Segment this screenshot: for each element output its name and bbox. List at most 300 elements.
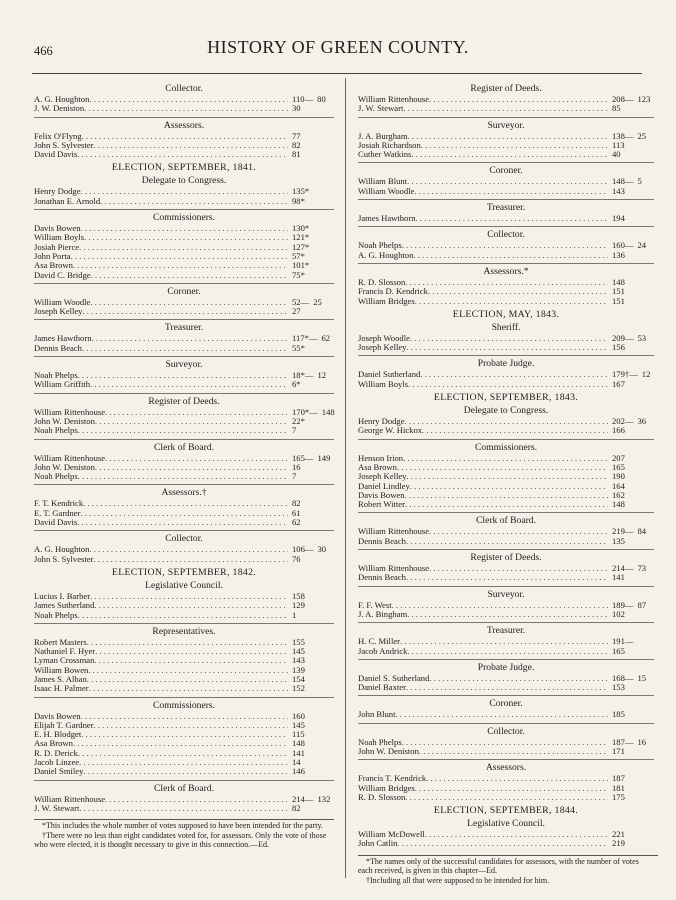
votes: 62: [292, 517, 301, 528]
votes: 154: [292, 673, 305, 684]
candidate-row: [34, 463, 334, 472]
dot-leader: [73, 261, 288, 270]
candidate-name: John W. Deniston: [34, 415, 95, 426]
dot-leader: [410, 334, 608, 343]
vote-count: [288, 197, 334, 206]
office-heading: Clerk of Board.: [476, 515, 536, 527]
dot-leader: [93, 141, 288, 150]
candidate-name: David Davis: [34, 149, 78, 160]
votes: 130*: [292, 223, 310, 234]
votes: 190: [612, 471, 625, 482]
candidate-name: Jonathan E. Arnold: [34, 195, 101, 206]
dot-leader: [89, 684, 288, 693]
votes: 148: [612, 276, 625, 287]
dot-leader: [395, 710, 608, 719]
office-block: [34, 567, 334, 620]
office-heading: Register of Deeds.: [470, 83, 542, 94]
office-block: [358, 309, 654, 353]
dot-leader: [95, 463, 288, 472]
office-block: [358, 622, 654, 656]
election-heading: ELECTION, SEPTEMBER, 1842.: [111, 566, 257, 578]
votes: 165: [612, 461, 625, 472]
candidate-name: William Woodle: [34, 296, 91, 307]
vote-count: [288, 684, 334, 693]
office-heading: Treasurer.: [486, 625, 526, 637]
dot-leader: [90, 592, 288, 601]
majority: 87: [637, 599, 647, 610]
votes: 160—: [612, 240, 634, 251]
candidate-row: [34, 344, 334, 353]
dot-leader: [403, 104, 608, 113]
candidate-name: Cuther Watkins: [358, 149, 412, 160]
dot-leader: [411, 150, 608, 159]
candidate-name: J. A. Bingham: [358, 608, 408, 619]
candidate-name: J. W. Stewart: [34, 802, 80, 813]
candidate-name: William Boyls: [358, 378, 409, 389]
office-heading: Representatives.: [152, 625, 216, 637]
candidate-name: Noah Phelps: [34, 471, 78, 482]
vote-count: [608, 710, 654, 719]
vote-count: [608, 793, 654, 802]
dot-leader: [402, 241, 608, 250]
candidate-name: A. G. Houghton: [34, 94, 90, 104]
candidate-row: [34, 509, 334, 518]
votes: 30: [292, 103, 301, 114]
office-block: [358, 659, 654, 693]
candidate-row: [34, 795, 334, 804]
candidate-name: John S. Sylvester: [34, 553, 94, 564]
candidate-row: [34, 104, 334, 113]
vote-count: [288, 767, 334, 776]
votes: 135: [612, 535, 625, 546]
candidate-name: Francis D. Kendrick: [358, 286, 428, 297]
votes: 194: [612, 213, 625, 224]
candidate-row: [34, 611, 334, 620]
majority: 80: [317, 94, 326, 104]
candidate-row: [34, 233, 334, 242]
candidate-name: William McDowell: [358, 829, 425, 840]
candidate-name: Joseph Woodle: [358, 332, 410, 343]
candidate-name: J. W. Stewart: [358, 103, 404, 114]
candidate-row: [34, 804, 334, 813]
candidate-name: William Bridges: [358, 782, 415, 793]
candidate-name: Josiah Richardson: [358, 139, 421, 150]
office-heading: Assessors.*: [483, 265, 529, 277]
dot-leader: [426, 774, 608, 783]
candidate-name: F. F. West: [358, 599, 392, 610]
candidate-row: [34, 150, 334, 159]
vote-count: [288, 150, 334, 159]
office-block: [358, 117, 654, 160]
candidate-name: James Sutherland: [34, 600, 95, 611]
votes: 179†—: [612, 369, 638, 380]
dot-leader: [83, 499, 288, 508]
dot-leader: [405, 491, 608, 500]
dot-leader: [415, 784, 608, 793]
candidate-name: William Rittenhouse: [34, 452, 106, 463]
majority: 24: [637, 240, 647, 251]
votes: 151: [612, 295, 625, 306]
office-block: [358, 83, 654, 114]
candidate-name: James Hawthorn: [358, 213, 416, 224]
dot-leader: [425, 830, 608, 839]
candidate-name: Lucius I. Barber: [34, 590, 91, 601]
dot-leader: [89, 95, 288, 104]
dot-leader: [71, 252, 288, 261]
footnote-rule: [34, 819, 334, 820]
votes: 98*: [292, 195, 305, 206]
candidate-row: [34, 307, 334, 316]
office-heading: Probate Judge.: [477, 358, 535, 370]
votes: 115: [292, 729, 305, 740]
dot-leader: [94, 656, 288, 665]
vote-count: [288, 611, 334, 620]
candidate-row: [34, 730, 334, 739]
office-block: [358, 549, 654, 583]
candidate-name: Henson Irion: [358, 452, 404, 463]
candidate-name: David C. Bridge: [34, 269, 91, 280]
dot-leader: [80, 509, 288, 518]
majority: 12: [641, 369, 651, 380]
right-tables: [358, 83, 654, 849]
office-block: [34, 439, 334, 482]
candidate-name: R. D. Slosson: [358, 276, 406, 287]
office-block: [34, 530, 334, 564]
votes: 102: [612, 608, 625, 619]
page-title: HISTORY OF GREEN COUNTY.: [207, 37, 469, 57]
office-heading: Assessors.†: [161, 487, 207, 499]
dot-leader: [405, 278, 608, 287]
office-block: [34, 623, 334, 694]
votes: 22*: [292, 415, 305, 426]
dot-leader: [105, 454, 288, 463]
majority: 25: [637, 130, 647, 141]
votes: 145: [292, 646, 305, 657]
footnote: †Including all that were supposed to be intended for him.: [366, 875, 550, 885]
votes: 141: [612, 572, 625, 583]
office-block: [358, 759, 654, 802]
votes: 1: [292, 609, 297, 620]
vote-count: [608, 104, 654, 113]
votes: 7: [292, 425, 297, 436]
votes: 6*: [292, 379, 301, 390]
candidate-name: William Rittenhouse: [34, 793, 106, 804]
votes: 143: [612, 185, 625, 196]
dot-leader: [92, 334, 288, 343]
majority: 5: [637, 176, 642, 187]
votes: 219—: [612, 526, 634, 537]
office-heading: Clerk of Board.: [154, 441, 214, 453]
candidate-row: [34, 426, 334, 435]
candidate-name: John W. Deniston: [34, 461, 95, 472]
votes: 55*: [292, 342, 305, 353]
dot-leader: [90, 298, 288, 307]
dot-leader: [94, 721, 288, 730]
left-column: [34, 80, 334, 850]
candidate-row: [358, 839, 654, 848]
votes: 14: [292, 757, 301, 768]
majority: 73: [637, 563, 647, 574]
candidate-name: Dennis Beach: [358, 535, 406, 546]
dot-leader: [95, 647, 288, 656]
votes: 160: [292, 710, 305, 721]
majority: 16: [637, 736, 647, 747]
dot-leader: [78, 611, 288, 620]
vote-count: [288, 344, 334, 353]
candidate-row: [34, 417, 334, 426]
votes: 165—: [292, 452, 314, 463]
dot-leader: [408, 380, 608, 389]
dot-leader: [402, 738, 608, 747]
candidate-name: J. W. Deniston: [34, 103, 85, 114]
dot-leader: [429, 564, 608, 573]
vote-count: [608, 343, 654, 352]
left-tables: [34, 83, 334, 813]
vote-count: [288, 426, 334, 435]
dot-leader: [88, 666, 288, 675]
candidate-name: William Bridges: [358, 295, 415, 306]
candidate-row: [358, 214, 654, 223]
dot-leader: [81, 224, 288, 233]
office-block: [358, 439, 654, 510]
votes: 57*: [292, 250, 305, 261]
candidate-name: Noah Phelps: [34, 425, 78, 436]
footnote-rule: [358, 855, 658, 856]
candidate-name: George W. Hickox: [358, 425, 423, 436]
office-heading: Commissioners.: [152, 699, 216, 711]
votes: 148: [292, 738, 305, 749]
votes: 181: [612, 782, 625, 793]
candidate-row: [358, 380, 654, 389]
dot-leader: [83, 767, 288, 776]
candidate-name: Daniel Smiley: [34, 766, 84, 777]
candidate-name: John Porta: [34, 250, 71, 261]
office-heading: Collector.: [487, 229, 525, 241]
votes: 221: [612, 829, 625, 840]
votes: 167: [612, 378, 625, 389]
votes: 165: [612, 645, 625, 656]
votes: 85: [612, 103, 621, 114]
votes: 75*: [292, 269, 305, 280]
majority: 132: [317, 793, 331, 804]
dot-leader: [410, 482, 608, 491]
candidate-name: Asa Brown: [34, 738, 73, 749]
left-footnotes: [34, 821, 334, 849]
candidate-row: [358, 830, 654, 839]
candidate-name: William Blunt: [358, 176, 408, 187]
dot-leader: [79, 243, 288, 252]
dot-leader: [406, 683, 608, 692]
dot-leader: [429, 95, 608, 104]
vote-count: [608, 610, 654, 619]
candidate-name: J. A. Burgham: [358, 130, 408, 141]
dot-leader: [87, 638, 288, 647]
footnote: *This includes the whole number of votes supposed to have been intended for the party.: [42, 821, 323, 831]
dot-leader: [81, 712, 288, 721]
dot-leader: [84, 233, 288, 242]
office-heading: Treasurer.: [164, 322, 204, 334]
votes: 153: [612, 682, 625, 693]
office-block: [358, 512, 654, 546]
header-rule: [32, 73, 642, 74]
vote-count: [288, 804, 334, 813]
candidate-name: Robert Witter: [358, 499, 405, 510]
office-block: [34, 162, 334, 206]
office-block: [34, 697, 334, 777]
office-heading: Assessors.: [485, 762, 527, 774]
votes: 156: [612, 342, 625, 353]
candidate-row: [358, 500, 654, 509]
dot-leader: [405, 793, 608, 802]
votes: 82: [292, 498, 301, 509]
office-heading: Surveyor.: [165, 359, 203, 371]
candidate-row: [358, 454, 654, 463]
votes: 151: [612, 286, 625, 297]
office-block: [358, 263, 654, 306]
office-heading: Commissioners.: [474, 441, 538, 453]
dot-leader: [403, 454, 608, 463]
votes: 77: [292, 130, 301, 141]
candidate-name: William Rittenhouse: [358, 563, 430, 574]
candidate-row: [34, 684, 334, 693]
votes: 113: [612, 139, 625, 150]
vote-count: [608, 187, 654, 196]
office-heading: Coroner.: [489, 698, 523, 710]
office-heading: Clerk of Board.: [154, 782, 214, 794]
candidate-row: [34, 518, 334, 527]
dot-leader: [420, 370, 608, 379]
office-block: [358, 162, 654, 196]
vote-count: [288, 472, 334, 481]
votes: 209—: [612, 332, 634, 343]
votes: 129: [292, 600, 305, 611]
dot-leader: [95, 417, 288, 426]
vote-count: [288, 104, 334, 113]
vote-count: [608, 537, 654, 546]
office-heading: Treasurer.: [486, 202, 526, 214]
dot-leader: [79, 804, 288, 813]
dot-leader: [428, 287, 608, 296]
dot-leader: [406, 573, 608, 582]
dot-leader: [81, 730, 288, 739]
candidate-name: James Hawthorn: [34, 333, 92, 344]
dot-leader: [407, 647, 608, 656]
candidate-name: Davis Bowen: [358, 489, 405, 500]
votes: 208—: [612, 94, 634, 104]
candidate-name: William Rittenhouse: [34, 406, 106, 417]
office-block: [34, 356, 334, 390]
dot-leader: [77, 150, 288, 159]
dot-leader: [100, 197, 288, 206]
votes: 27: [292, 306, 301, 317]
candidate-row: [358, 610, 654, 619]
candidate-row: [358, 683, 654, 692]
office-heading: Coroner.: [489, 165, 523, 177]
votes: 187—: [612, 736, 634, 747]
candidate-row: [34, 601, 334, 610]
candidate-row: [34, 767, 334, 776]
votes: 7: [292, 471, 297, 482]
candidate-row: [34, 739, 334, 748]
office-block: [34, 484, 334, 527]
office-block: [34, 283, 334, 317]
votes: 81: [292, 149, 301, 160]
candidate-name: William Rittenhouse: [358, 94, 430, 104]
votes: 158: [292, 590, 305, 601]
dot-leader: [87, 675, 288, 684]
candidate-row: [34, 141, 334, 150]
candidate-name: William Griffith: [34, 379, 91, 390]
dot-leader: [406, 537, 608, 546]
office-heading: Collector.: [487, 725, 525, 737]
votes: 141: [292, 747, 305, 758]
office-heading: Probate Judge.: [477, 661, 535, 673]
candidate-row: [34, 197, 334, 206]
office-heading: Delegate to Congress.: [463, 405, 549, 417]
votes: 185: [612, 709, 625, 720]
footnote: †There were no less than eight candidates voted for, for assessors. Only the vote of those who were elected, it is thought necessary to give in this connection.—Ed.: [34, 831, 327, 850]
office-heading: Legislative Council.: [145, 579, 223, 591]
dot-leader: [392, 601, 608, 610]
candidate-name: Daniel S. Sutherland: [358, 672, 430, 683]
candidate-name: William Bowen: [34, 664, 89, 675]
candidate-name: E. H. Blodget: [34, 729, 82, 740]
office-heading: Surveyor.: [487, 119, 525, 131]
election-heading: ELECTION, SEPTEMBER, 1841.: [111, 162, 257, 174]
votes: 189—: [612, 599, 634, 610]
vote-count: [608, 297, 654, 306]
dot-leader: [405, 500, 608, 509]
dot-leader: [419, 747, 608, 756]
votes: 164: [612, 480, 625, 491]
candidate-name: Robert Masters: [34, 636, 87, 647]
candidate-name: Josiah Pierce: [34, 241, 80, 252]
dot-leader: [105, 408, 288, 417]
votes: 139: [292, 664, 305, 675]
office-block: [358, 723, 654, 757]
majority: 12: [317, 370, 327, 381]
vote-count: [608, 573, 654, 582]
candidate-name: F. T. Kendrick: [34, 498, 84, 509]
dot-leader: [408, 132, 609, 141]
votes: 40: [612, 149, 621, 160]
candidate-row: [358, 426, 654, 435]
majority: 84: [637, 526, 647, 537]
candidate-name: Jacob Andrick: [358, 645, 408, 656]
dot-leader: [429, 674, 608, 683]
dot-leader: [82, 132, 288, 141]
vote-count: [608, 380, 654, 389]
dot-leader: [78, 371, 288, 380]
votes: 166: [612, 425, 625, 436]
candidate-name: Asa Brown: [358, 461, 397, 472]
candidate-name: Joseph Kelley: [358, 342, 407, 353]
candidate-name: Noah Phelps: [34, 370, 78, 381]
dot-leader: [91, 271, 288, 280]
candidate-name: A. G. Houghton: [34, 544, 90, 555]
candidate-row: [34, 555, 334, 564]
candidate-name: A. G. Houghton: [358, 249, 414, 260]
candidate-name: Francis T. Kendrick: [358, 773, 427, 784]
dot-leader: [82, 344, 288, 353]
right-column: [358, 80, 654, 886]
column-divider: [345, 78, 346, 878]
vote-count: [288, 380, 334, 389]
candidate-name: Daniel Baxter: [358, 682, 406, 693]
candidate-row: [358, 104, 654, 113]
office-heading: Register of Deeds.: [470, 552, 542, 564]
vote-count: [608, 150, 654, 159]
